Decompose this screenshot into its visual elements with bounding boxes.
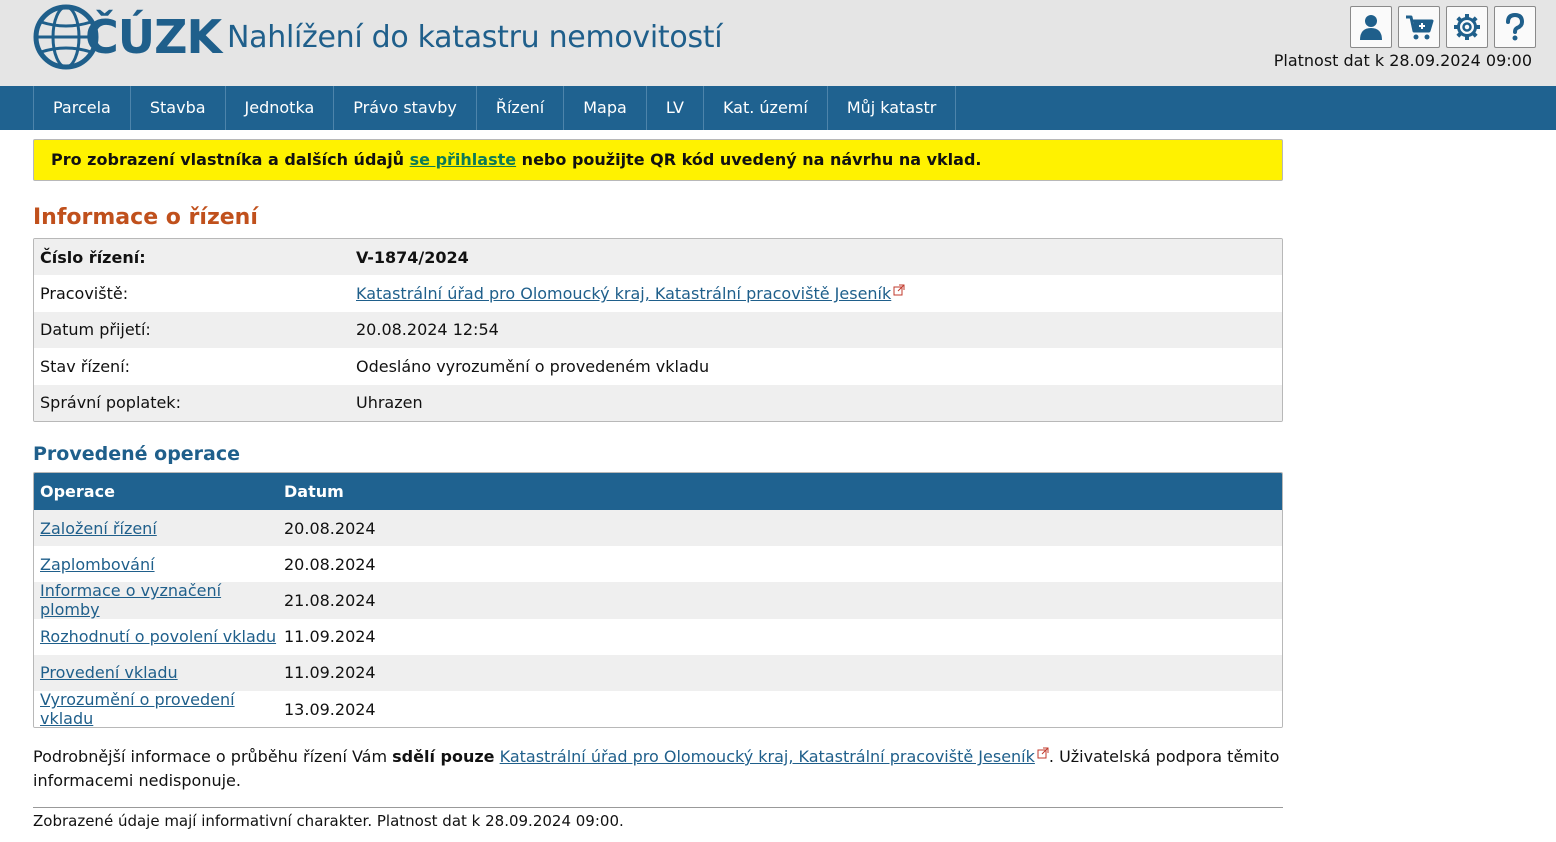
login-link[interactable]: se přihlaste [409, 150, 517, 169]
received-date: 20.08.2024 12:54 [356, 320, 499, 340]
table-row [34, 655, 1282, 691]
nav-item-jednotka[interactable]: Jednotka [226, 86, 335, 130]
info-label: Správní poplatek: [40, 393, 181, 413]
details-note [33, 745, 1283, 793]
table-row [34, 510, 1282, 546]
nav-item-stavba[interactable]: Stavba [131, 86, 226, 130]
nav-item-pravo-stavby[interactable]: Právo stavby [334, 86, 477, 130]
operation-date: 21.08.2024 [284, 590, 376, 610]
column-header-operation: Operace [40, 482, 115, 501]
divider [33, 807, 1283, 808]
info-label: Pracoviště: [40, 284, 129, 304]
workplace-footer-link[interactable]: Katastrální úřad pro Olomoucký kraj, Katastrální pracoviště Jeseník [499, 747, 1035, 766]
gear-icon [1452, 12, 1482, 42]
note-text-after: . Uživatelská podpora těmito informacemi nedisponuje. [33, 747, 1280, 790]
data-validity: Platnost dat k 28.09.2024 09:00 [1273, 51, 1532, 70]
table-row [34, 619, 1282, 655]
info-label: Datum přijetí: [40, 320, 151, 340]
cart-icon [1404, 12, 1434, 42]
operation-link[interactable]: Informace o vyznačení plomby [40, 581, 222, 620]
nav-item-rizeni[interactable]: Řízení [477, 86, 564, 130]
proceeding-info-table [33, 238, 1283, 422]
external-link-icon [1037, 747, 1049, 759]
user-icon [1356, 12, 1386, 42]
header [0, 0, 1556, 86]
table-row [34, 691, 1282, 727]
workplace-value [356, 284, 905, 303]
proceeding-status: Odesláno vyrozumění o provedeném vkladu [356, 356, 710, 376]
operation-date: 13.09.2024 [284, 699, 376, 719]
nav-item-muj-katastr[interactable]: Můj katastr [828, 86, 957, 130]
external-link-icon [893, 284, 905, 296]
table-row [34, 275, 1282, 311]
fee-status: Uhrazen [356, 393, 423, 413]
table-row [34, 582, 1282, 618]
nav-item-lv[interactable]: LV [647, 86, 704, 130]
operation-link[interactable]: Rozhodnutí o povolení vkladu [40, 627, 277, 647]
notice-text-after: nebo použijte QR kód uvedený na návrhu na vklad. [516, 150, 982, 169]
user-button[interactable] [1350, 6, 1392, 48]
header-toolbar [1350, 6, 1536, 48]
app-title: Nahlížení do katastru nemovitostí [227, 20, 723, 55]
info-label: Číslo řízení: [40, 247, 146, 267]
table-row [34, 385, 1282, 421]
operation-link[interactable]: Vyrozumění o provedení vkladu [40, 690, 235, 729]
column-header-date: Datum [284, 482, 344, 501]
proceeding-number: V-1874/2024 [356, 247, 469, 267]
cuzk-logo[interactable] [33, 4, 221, 70]
notice-text-before: Pro zobrazení vlastníka a dalších údajů [51, 150, 410, 169]
table-row [34, 348, 1282, 384]
workplace-link[interactable]: Katastrální úřad pro Olomoucký kraj, Katastrální pracoviště Jeseník [356, 284, 892, 304]
table-header [34, 473, 1282, 510]
operation-link[interactable]: Provedení vkladu [40, 663, 178, 683]
operation-date: 20.08.2024 [284, 554, 376, 574]
nav-items [33, 86, 956, 130]
main-nav [0, 86, 1556, 130]
help-icon [1500, 12, 1530, 42]
operation-link[interactable]: Zaplombování [40, 554, 155, 574]
operation-date: 20.08.2024 [284, 518, 376, 538]
nav-item-kat-uzemi[interactable]: Kat. území [704, 86, 828, 130]
logo-text: ČÚZK [85, 10, 222, 64]
cart-button[interactable] [1398, 6, 1440, 48]
info-label: Stav řízení: [40, 356, 131, 376]
footer-note: Zobrazené údaje mají informativní charakter. Platnost dat k 28.09.2024 09:00. [33, 812, 624, 830]
operation-link[interactable]: Založení řízení [40, 518, 157, 538]
table-row [34, 239, 1282, 275]
nav-item-parcela[interactable]: Parcela [34, 86, 131, 130]
table-row [34, 546, 1282, 582]
settings-button[interactable] [1446, 6, 1488, 48]
note-text-before: Podrobnější informace o průběhu řízení Vám [33, 747, 393, 766]
operation-date: 11.09.2024 [284, 627, 376, 647]
note-text-bold: sdělí pouze [392, 747, 495, 766]
section-title-operations: Provedené operace [33, 443, 241, 465]
operation-date: 11.09.2024 [284, 663, 376, 683]
login-notice [33, 139, 1283, 181]
table-row [34, 312, 1282, 348]
operations-table [33, 472, 1283, 728]
nav-item-mapa[interactable]: Mapa [564, 86, 647, 130]
section-title-info: Informace o řízení [33, 205, 258, 230]
help-button[interactable] [1494, 6, 1536, 48]
